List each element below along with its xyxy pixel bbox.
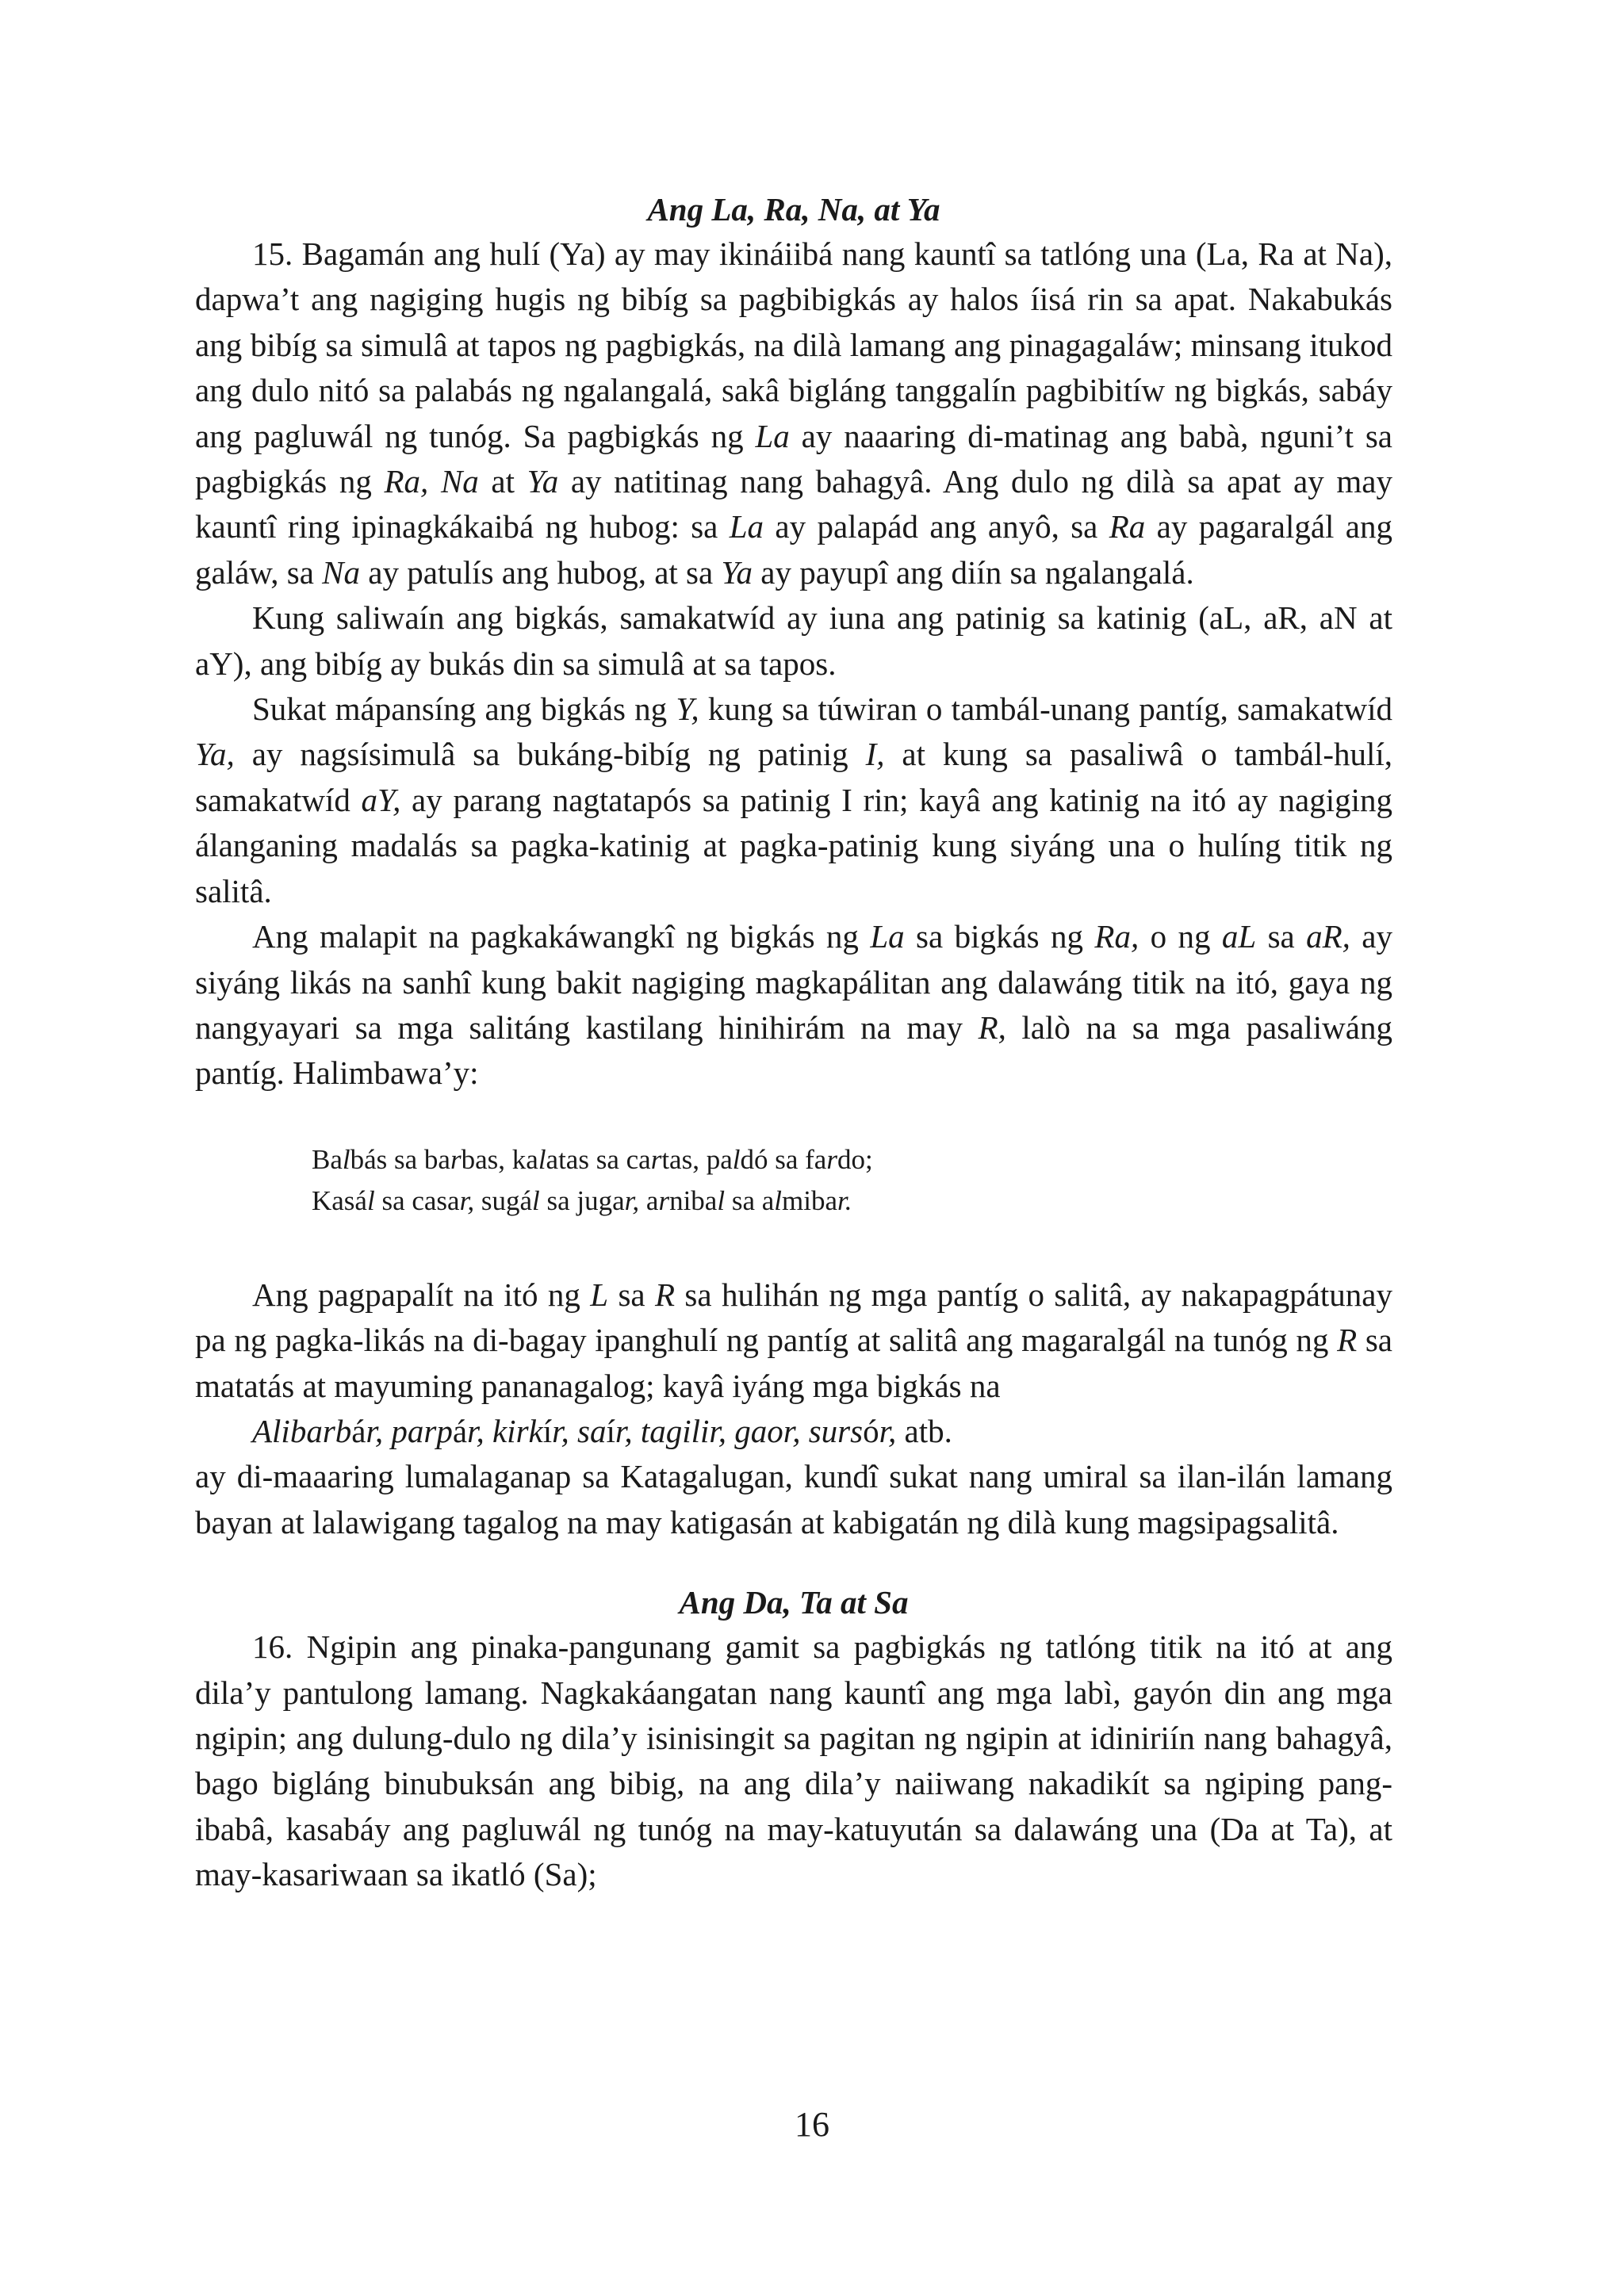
paragraph-sukat-mapansin: Sukat mápansíng ang bigkás ng Y, kung sa túwiran o tambál-unang pantíg, samakatwíd Ya, ay nagsísimulâ sa bukáng-bibíg ng patinig I, at kung sa pasaliwâ o tambál-hulí, samakatwíd aY, ay parang nagtatapós sa patinig I rin; kayâ ang katinig na itó ay nagiging álanganing madalás sa pagka-katinig at pagka-patinig kung siyáng una o hulíng titik ng salitâ.: [195, 691, 1393, 909]
page-number: 16: [795, 2105, 829, 2144]
paragraph-di-maaaring: ay di-maaaring lumalaganap sa Katagalugan, kundî sukat nang umiral sa ilan-ilán lamang bayan at lalawigang tagalog na may katigasán at kabigatán ng dilà kung magsipagsalitâ.: [195, 1458, 1392, 1540]
paragraph-malapit: Ang malapit na pagkakáwangkî ng bigkás ng La sa bigkás ng Ra, o ng aL sa aR, ay siyáng likás na sanhî kung bakit nagiging magkapálitan ang dalawáng titik na itó, gaya ng nangyayari sa mga salitáng kastilang hinihirám na may R, lalò na sa mga pasaliwáng pantíg. Halimbawa’y:: [195, 918, 1393, 1092]
section-heading-la-ra-na-ya: Ang La, Ra, Na, at Ya: [647, 191, 940, 228]
page-content: [195, 187, 1392, 1898]
paragraph-pagpapalit: Ang pagpapalít na itó ng L sa R sa hulihán ng mga pantíg o salitâ, ay nakapagpátunay pa ng pagka-likás na di-bagay ipanghulí ng pantíg at salitâ ang magaralgál na tunóg ng R sa matatás at mayuming pananagalog; kayâ iyáng mga bigkás na: [195, 1276, 1392, 1404]
section-heading-da-ta-sa: Ang Da, Ta at Sa: [679, 1584, 909, 1621]
example-line: Kasál sa casar, sugál sa jugar, arnibal sa almibar.: [312, 1184, 852, 1216]
paragraph-16: 16. Ngipin ang pinaka-pangunang gamit sa pagbigkás ng tatlóng titik na itó at ang dila’y pantulong lamang. Nagkakáangatan nang kauntî ang mga labì, gayón din ang mga ngipin; ang dulung-dulo ng dila’y isinisingit sa pagitan ng ngipin at idiniriín nang bahagyâ, bago bigláng binubuksán ang bibig, na ang dila’y naiiwang nakadikít sa ngiping pang-ibabâ, kasabáy ang pagluwál ng tunóg na may-katuyután sa dalawáng una (Da at Ta), at may-kasariwaan sa ikatló (Sa);: [195, 1628, 1392, 1893]
paragraph-saliwain: Kung saliwaín ang bigkás, samakatwíd ay iuna ang patinig sa katinig (aL, aR, aN at aY), ang bibíg ay bukás din sa simulâ at sa tapos.: [195, 599, 1392, 682]
word-list: Alibarbár, parpár, kirkír, saír, tagilir, gaor, sursór, atb.: [252, 1412, 952, 1449]
paragraph-15: 15. Bagamán ang hulí (Ya) ay may ikináiibá nang kauntî sa tatlóng una (La, Ra at Na), dapwa’t ang nagiging hugis ng bibíg sa pagbibigkás ay halos íisá rin sa apat. Nakabukás ang bibíg sa simulâ at tapos ng pagbigkás, na dilà lamang ang pinagagaláw; minsang itukod ang dulo nitó sa palabás ng ngalangalá, sakâ bigláng tanggalín pagbibitíw ng bigkás, sabáy ang pagluwál ng tunóg. Sa pagbigkás ng La ay naaaring di-matinag ang babà, nguni’t sa pagbigkás ng Ra, Na at Ya ay natitinag nang bahagyâ. Ang dulo ng dilà sa apat ay may kauntî ring ipinagkákaibá ng hubog: sa La ay palapád ang anyô, sa Ra ay pagaralgál ang galáw, sa Na ay patulís ang hubog, at sa Ya ay payupî ang diín sa ngalangalá.: [195, 235, 1393, 591]
example-line: Balbás sa barbas, kalatas sa cartas, paldó sa fardo;: [312, 1143, 873, 1175]
example-list: [312, 1139, 1392, 1222]
